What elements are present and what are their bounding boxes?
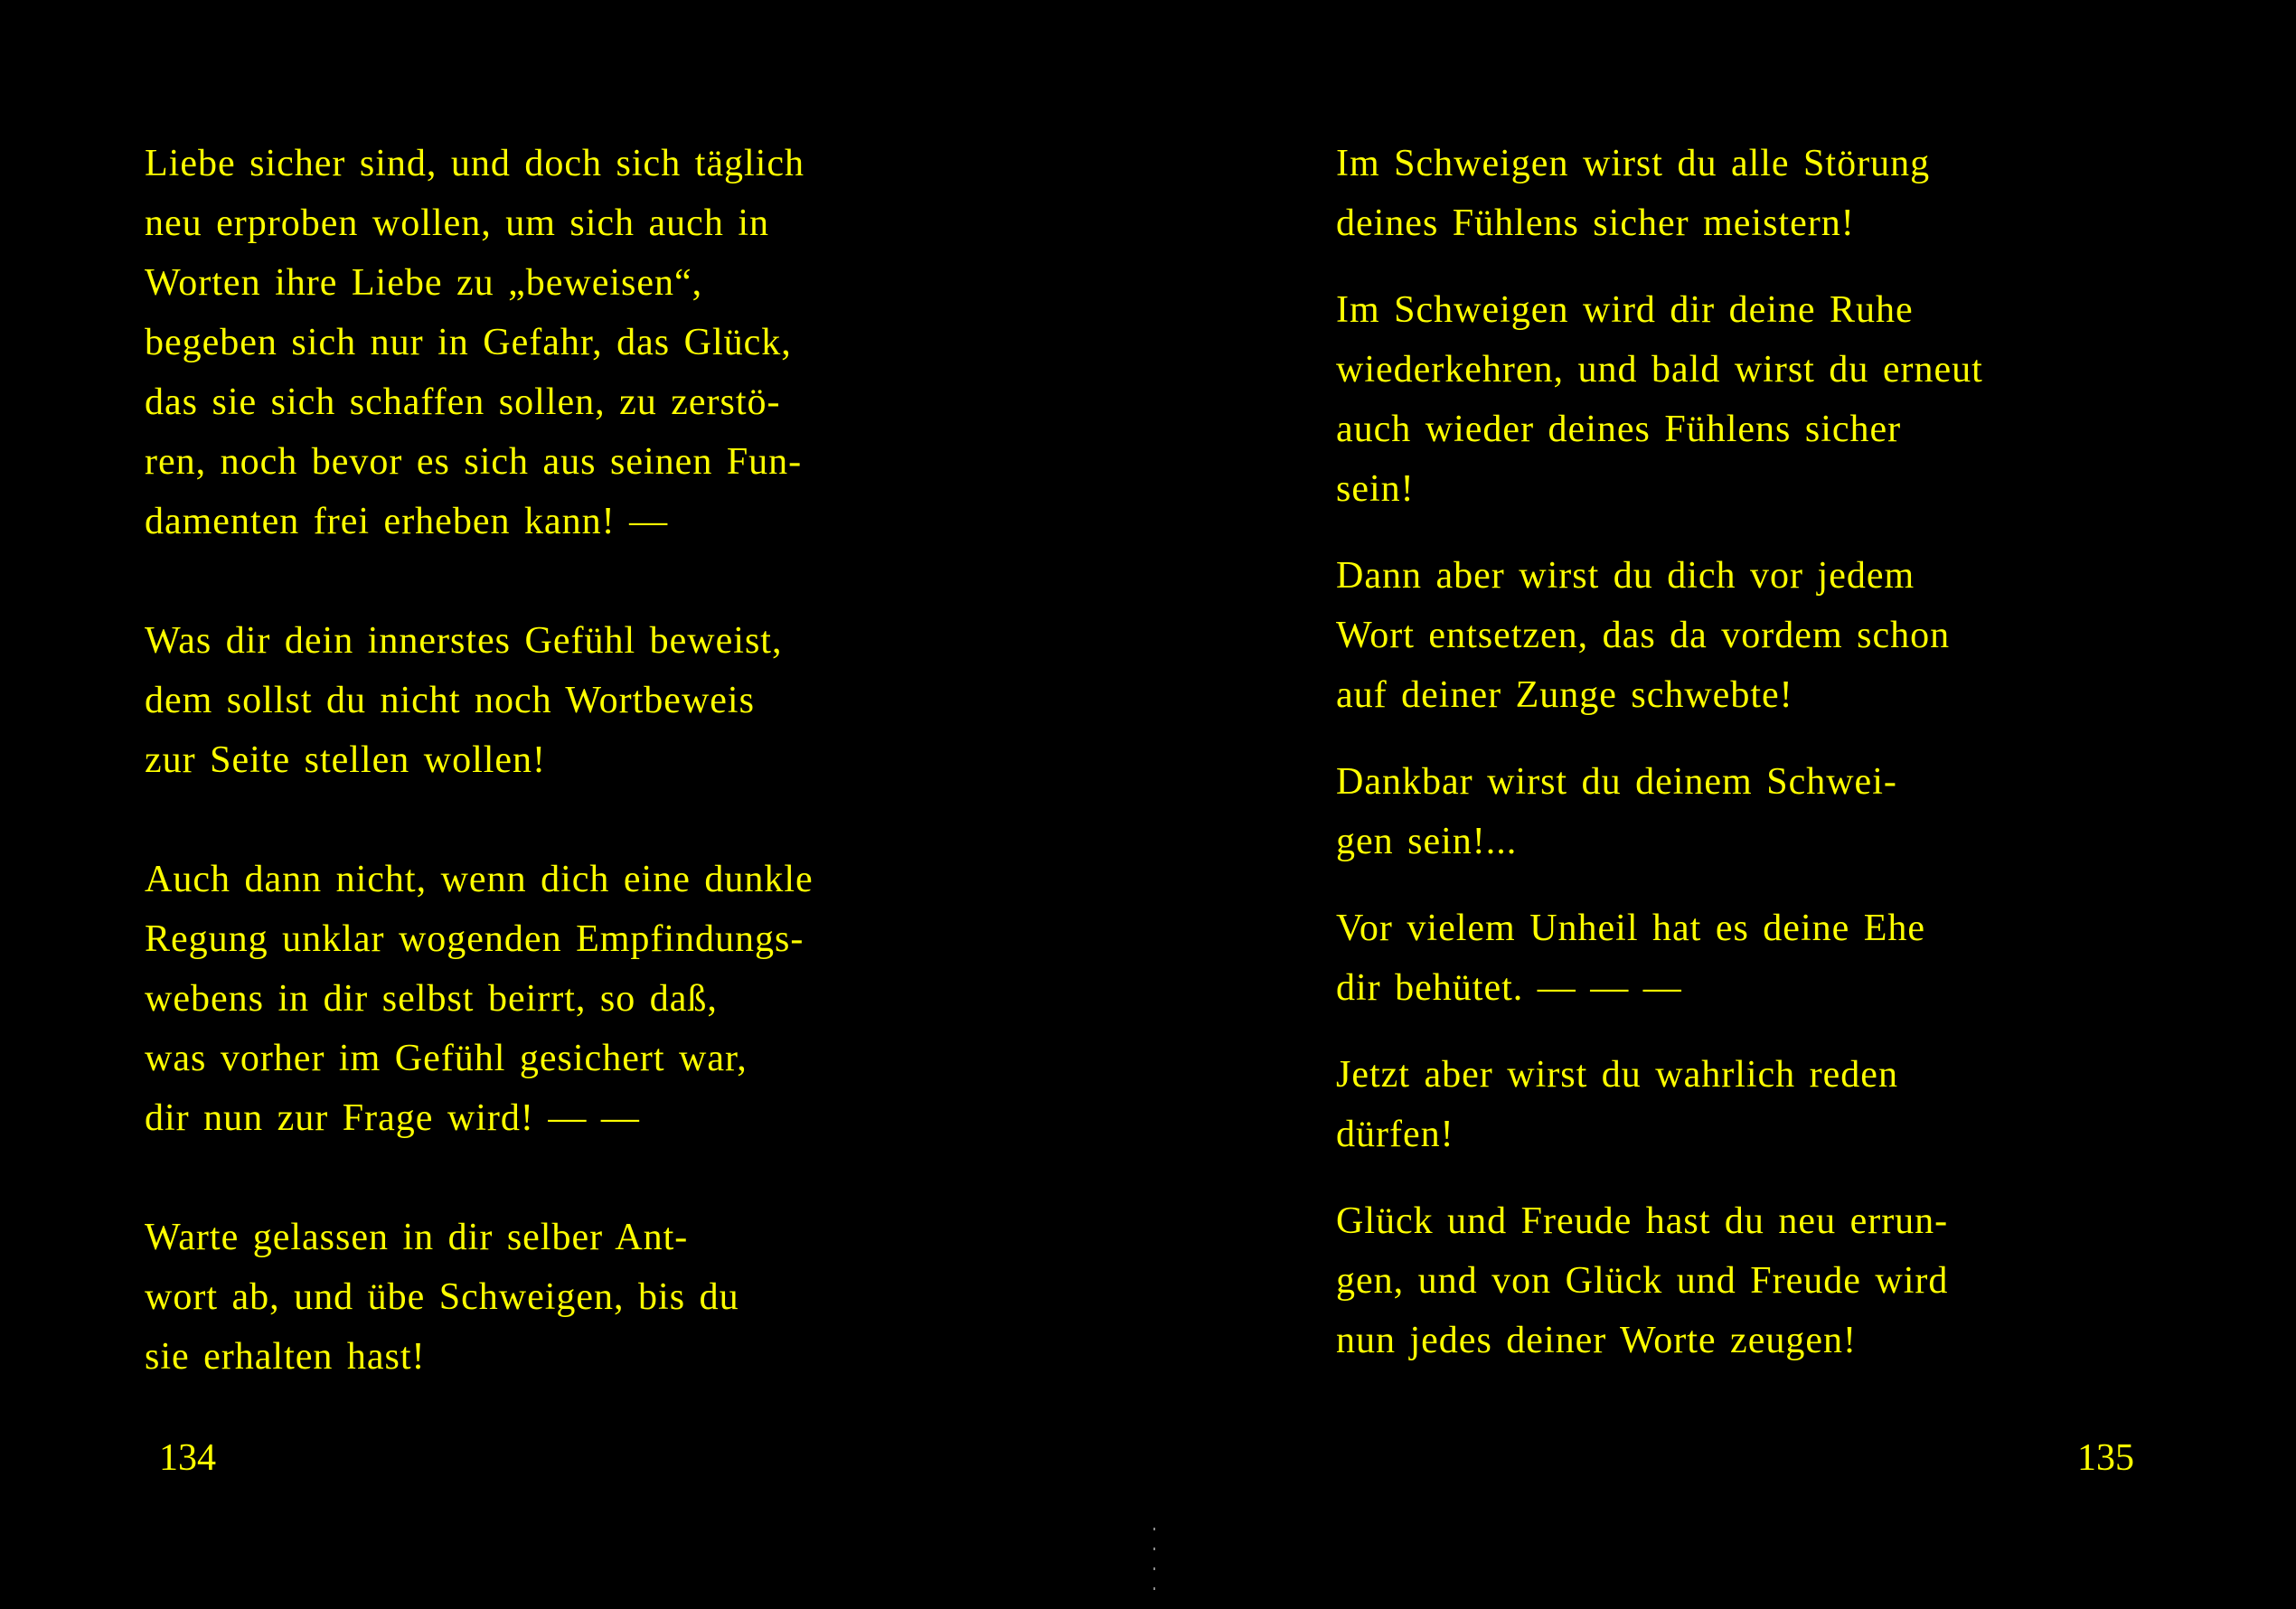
right-page xyxy=(1336,134,2141,1370)
right-paragraph-7: Glück und Freude hast du neu errun- gen, und von Glück und Freude wird nun jedes deiner Worte zeugen! xyxy=(1336,1200,1949,1361)
left-paragraph-2: Was dir dein innerstes Gefühl beweist, dem sollst du nicht noch Wortbeweis zur Seite stellen wollen! xyxy=(145,620,783,781)
left-paragraph-1: Liebe sicher sind, und doch sich täglich neu erproben wollen, um sich auch in Worten ihre Liebe zu „beweisen“, begeben sich nur in Gefahr, das Glück, das sie sich schaffen sollen, zu zerstö- ren, noch bevor es sich aus seinen Fun- damenten frei erheben kann! — xyxy=(145,143,805,542)
page-number-right: 135 xyxy=(2077,1437,2134,1479)
left-paragraph-3: Auch dann nicht, wenn dich eine dunkle Regung unklar wogenden Empfindungs- webens in dir selbst beirrt, so daß, was vorher im Gefühl gesichert war, dir nun zur Frage wird! — — xyxy=(145,859,814,1139)
right-paragraph-4: Dankbar wirst du deinem Schwei- gen sein!... xyxy=(1336,761,1897,862)
right-paragraph-1: Im Schweigen wirst du alle Störung deines Fühlens sicher meistern! xyxy=(1336,143,1931,244)
left-paragraph-4: Warte gelassen in dir selber Ant- wort ab, und übe Schweigen, bis du sie erhalten hast! xyxy=(145,1217,739,1378)
right-paragraph-6: Jetzt aber wirst du wahrlich reden dürfen! xyxy=(1336,1054,1898,1155)
book-gutter-marks xyxy=(1153,1528,1155,1609)
right-paragraph-5: Vor vielem Unheil hat es deine Ehe dir behütet. — — — xyxy=(1336,908,1926,1009)
right-paragraph-2: Im Schweigen wird dir deine Ruhe wiederkehren, und bald wirst du erneut auch wieder deines Fühlens sicher sein! xyxy=(1336,289,1983,510)
page-number-left: 134 xyxy=(159,1437,216,1479)
left-page xyxy=(145,134,949,1387)
right-paragraph-3: Dann aber wirst du dich vor jedem Wort entsetzen, das da vordem schon auf deiner Zunge schwebte! xyxy=(1336,555,1951,716)
